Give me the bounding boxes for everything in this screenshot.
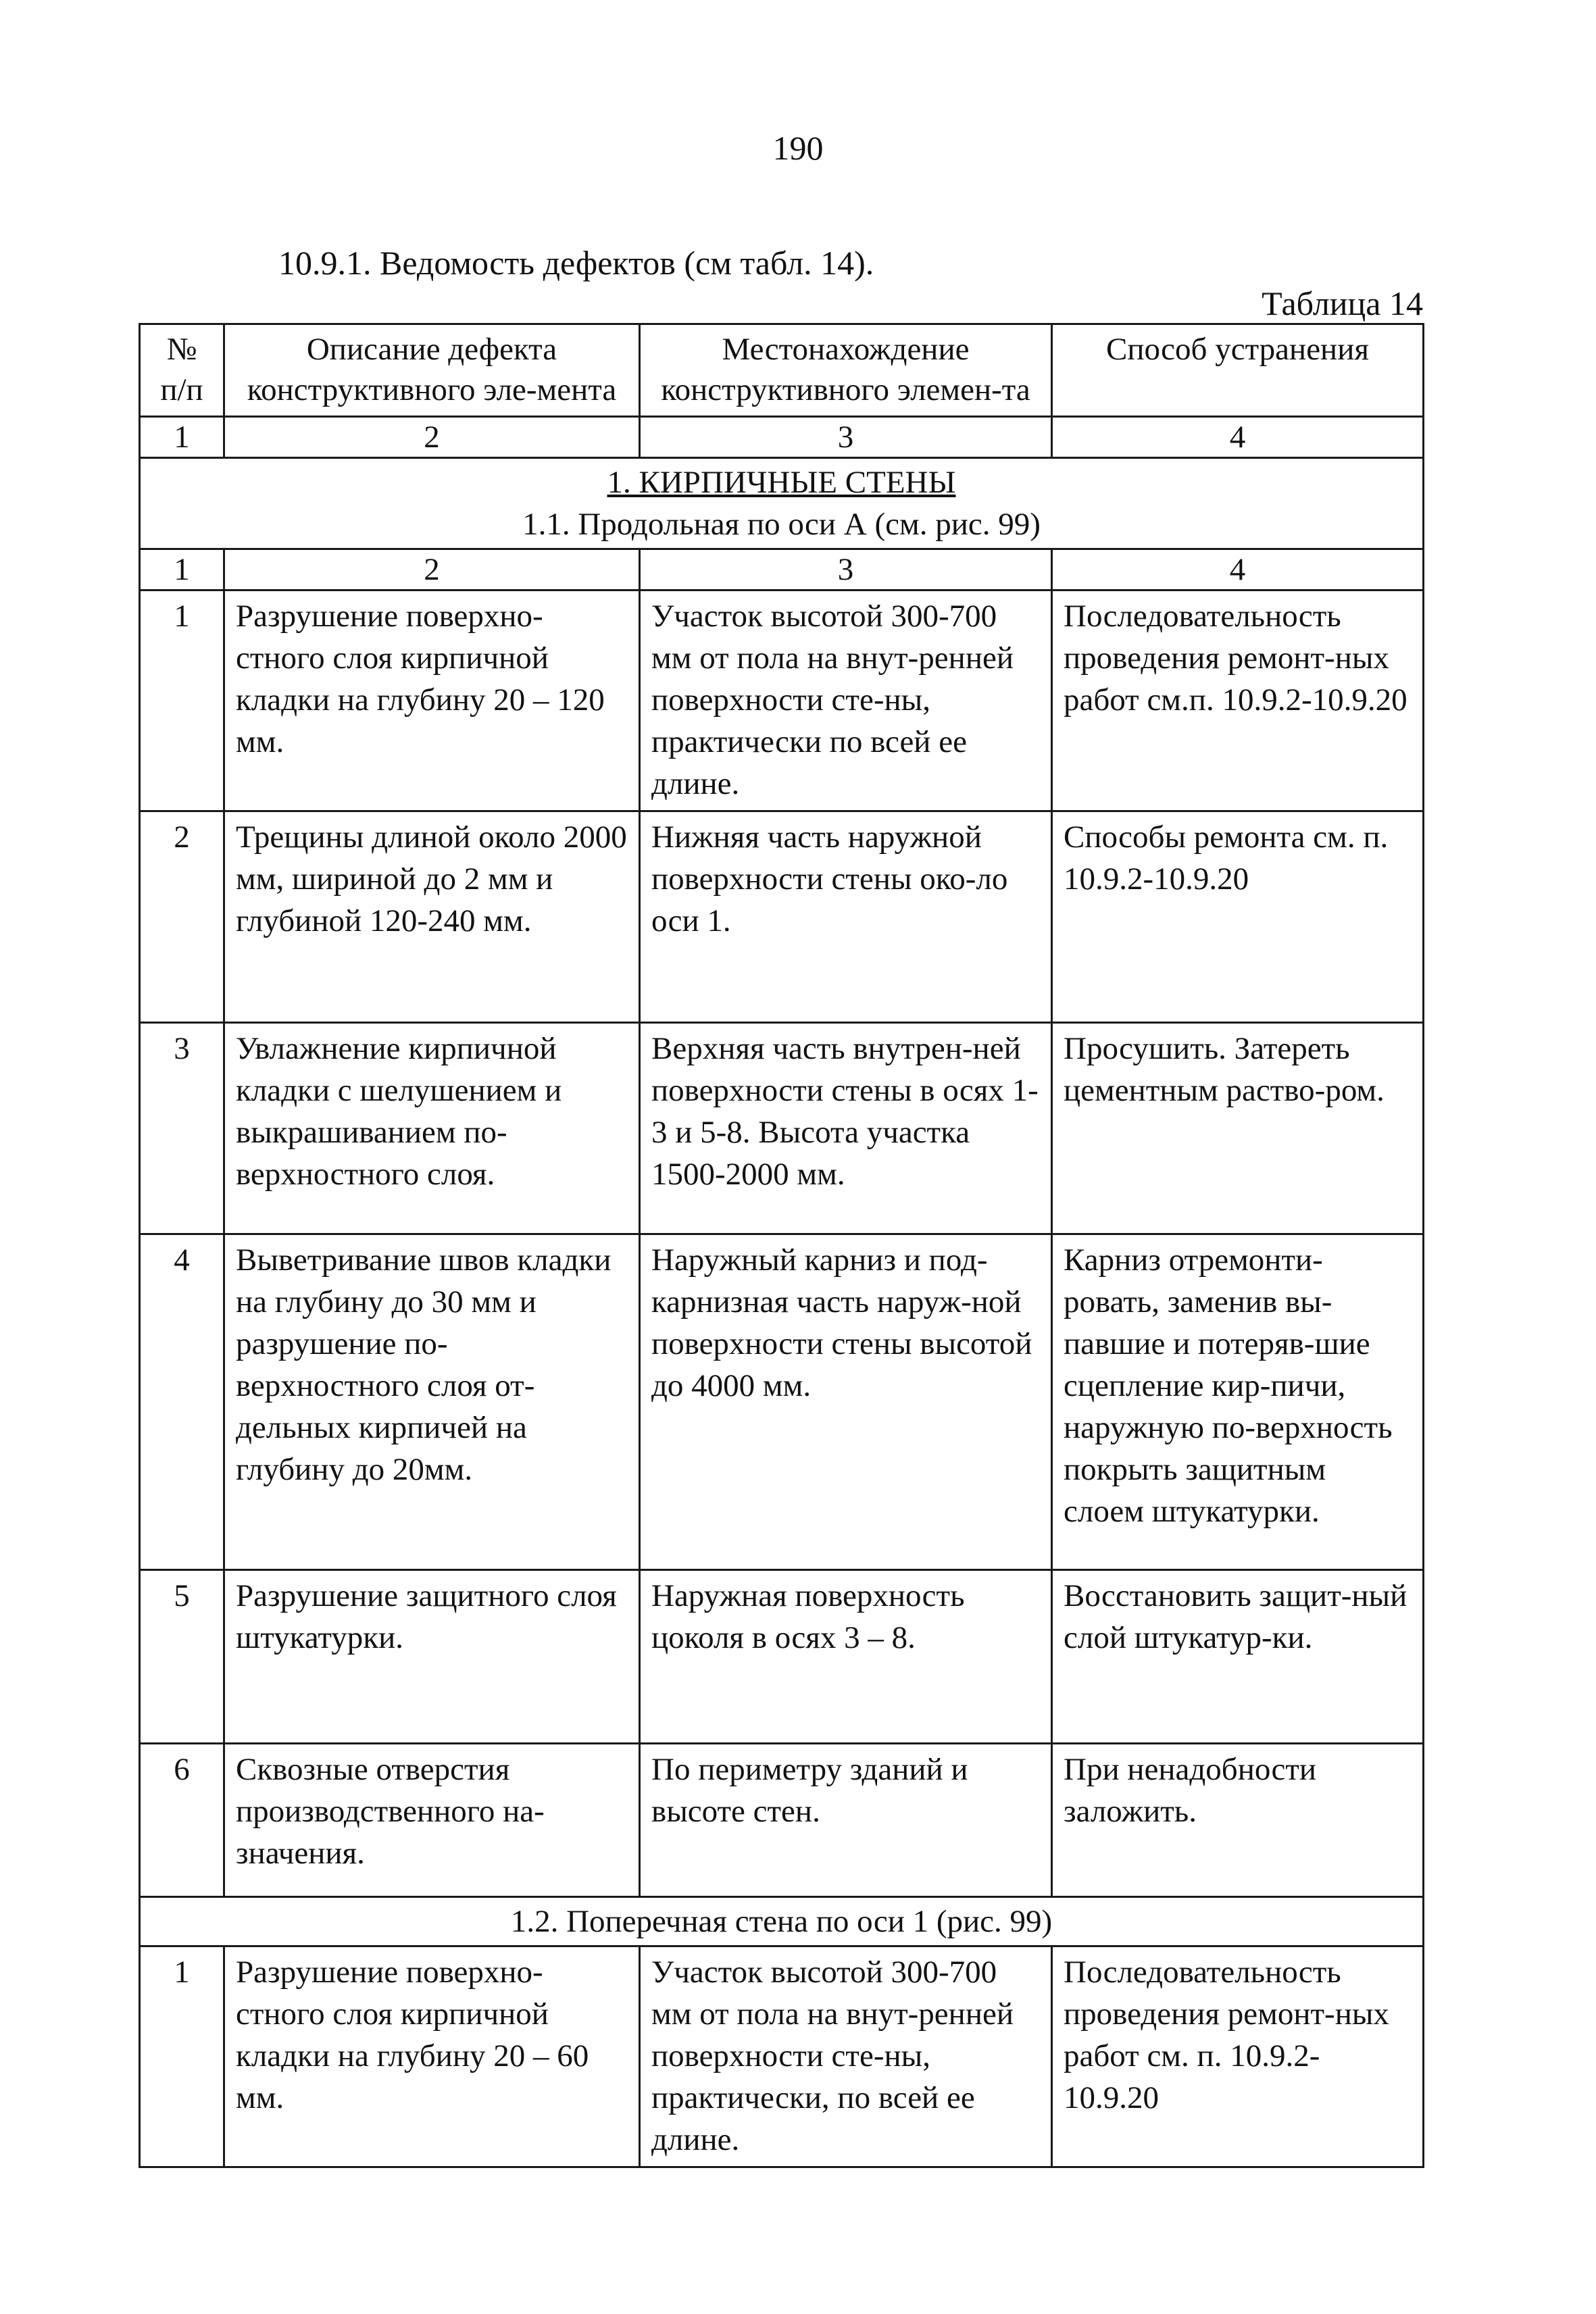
defects-table [139, 323, 1424, 2168]
column-number: 3 [640, 417, 1052, 458]
row-number: 3 [140, 1023, 224, 1234]
column-number-row [140, 549, 1424, 590]
row-number: 6 [140, 1744, 224, 1897]
remedy-cell: Просушить. Затереть цементным раство-ром. [1052, 1023, 1424, 1234]
table-row [140, 1234, 1424, 1570]
remedy-cell: Способы ремонта см. п. 10.9.2-10.9.20 [1052, 811, 1424, 1023]
defect-cell: Выветривание швов кладки на глубину до 30 мм и разрушение по-верхностного слоя от-дельных кирпичей на глубину до 20мм. [224, 1234, 640, 1570]
defect-cell: Разрушение защитного слоя штукатурки. [224, 1570, 640, 1744]
remedy-cell: Карниз отремонти-ровать, заменив вы-павшие и потеряв-шие сцепление кир-пичи, наружную по-верхность покрыть защитным слоем штукатурки. [1052, 1234, 1424, 1570]
header-number: № п/п [140, 324, 224, 417]
remedy-cell: Последовательность проведения ремонт-ных работ см. п. 10.9.2-10.9.20 [1052, 1946, 1424, 2167]
table-row [140, 1946, 1424, 2167]
row-number: 1 [140, 1946, 224, 2167]
column-number: 2 [224, 549, 640, 590]
defect-cell: Разрушение поверхно-стного слоя кирпичной кладки на глубину 20 – 120 мм. [224, 590, 640, 811]
header-defect: Описание дефекта конструктивного эле-мента [224, 324, 640, 417]
location-cell: Участок высотой 300-700 мм от пола на внут-ренней поверхности сте-ны, практически по всей ее длине. [640, 590, 1052, 811]
defect-cell: Разрушение поверхно-стного слоя кирпичной кладки на глубину 20 – 60 мм. [224, 1946, 640, 2167]
remedy-cell: При ненадобности заложить. [1052, 1744, 1424, 1897]
table-caption: Таблица 14 [1262, 284, 1423, 322]
location-cell: Наружный карниз и под-карнизная часть наруж-ной поверхности стены высотой до 4000 мм. [640, 1234, 1052, 1570]
header-location: Местонахождение конструктивного элемен-та [640, 324, 1052, 417]
column-number-row [140, 417, 1424, 458]
table-row [140, 1744, 1424, 1897]
subsection-title: 1.1. Продольная по оси А (см. рис. 99) [522, 507, 1041, 542]
location-cell: Наружная поверхность цоколя в осях 3 – 8. [640, 1570, 1052, 1744]
remedy-cell: Последовательность проведения ремонт-ных работ см.п. 10.9.2-10.9.20 [1052, 590, 1424, 811]
row-number: 1 [140, 590, 224, 811]
column-number: 2 [224, 417, 640, 458]
location-cell: Верхняя часть внутрен-ней поверхности стены в осях 1-3 и 5-8. Высота участка 1500-2000 мм. [640, 1023, 1052, 1234]
section-row [140, 458, 1424, 549]
section-heading: 10.9.1. Ведомость дефектов (см табл. 14). [278, 244, 874, 282]
column-number: 1 [140, 417, 224, 458]
defect-cell: Увлажнение кирпичной кладки с шелушением и выкрашиванием по-верхностного слоя. [224, 1023, 640, 1234]
location-cell: По периметру зданий и высоте стен. [640, 1744, 1052, 1897]
row-number: 2 [140, 811, 224, 1023]
row-number: 5 [140, 1570, 224, 1744]
section-cell [140, 458, 1424, 549]
table-row [140, 811, 1424, 1023]
section-row [140, 1897, 1424, 1946]
table-row [140, 1023, 1424, 1234]
defect-cell: Сквозные отверстия производственного на-значения. [224, 1744, 640, 1897]
page-number: 190 [772, 129, 824, 167]
remedy-cell: Восстановить защит-ный слой штукатур-ки. [1052, 1570, 1424, 1744]
table-header-row [140, 324, 1424, 417]
column-number: 3 [640, 549, 1052, 590]
column-number: 4 [1052, 417, 1424, 458]
defect-cell: Трещины длиной около 2000 мм, шириной до 2 мм и глубиной 120-240 мм. [224, 811, 640, 1023]
section-title: 1. КИРПИЧНЫЕ СТЕНЫ [607, 465, 956, 500]
subsection-title: 1.2. Поперечная стена по оси 1 (рис. 99) [140, 1897, 1424, 1946]
location-cell: Нижняя часть наружной поверхности стены око-ло оси 1. [640, 811, 1052, 1023]
column-number: 1 [140, 549, 224, 590]
table-row [140, 1570, 1424, 1744]
row-number: 4 [140, 1234, 224, 1570]
table-row [140, 590, 1424, 811]
header-remedy: Способ устранения [1052, 324, 1424, 417]
location-cell: Участок высотой 300-700 мм от пола на внут-ренней поверхности сте-ны, практически, по всей ее длине. [640, 1946, 1052, 2167]
column-number: 4 [1052, 549, 1424, 590]
